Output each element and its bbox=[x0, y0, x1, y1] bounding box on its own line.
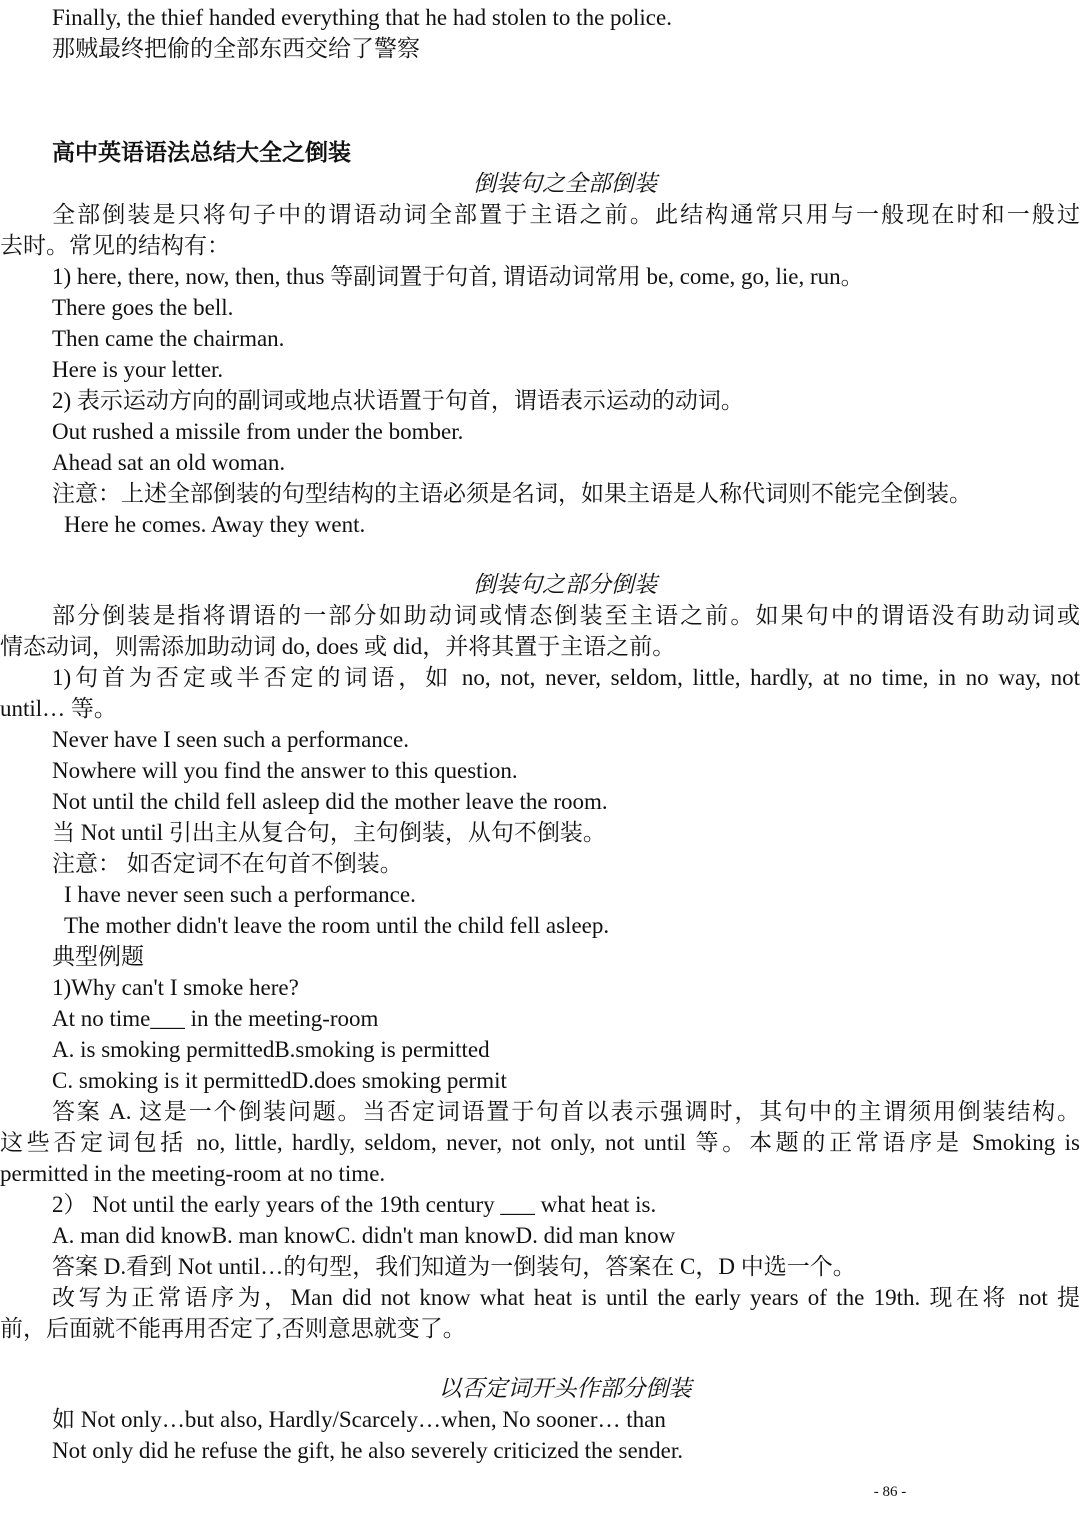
text-line: 1)句首为否定或半否定的词语，如 no, not, never, seldom, little, hardly, at no time, in no way, not bbox=[52, 665, 1080, 690]
text-line: Then came the chairman. bbox=[52, 326, 285, 351]
text-line: 倒装句之部分倒装 bbox=[473, 572, 657, 597]
text-line: 前，后面就不能再用否定了,否则意思就变了。 bbox=[0, 1316, 466, 1341]
text-line: 这些否定词包括 no, little, hardly, seldom, never, not only, not until 等。本题的正常语序是 Smoking is bbox=[0, 1130, 1080, 1155]
text-line: 那贼最终把偷的全部东西交给了警察 bbox=[52, 36, 420, 61]
text-line: permitted in the meeting-room at no time. bbox=[0, 1161, 386, 1186]
text-line: Here he comes. Away they went. bbox=[64, 512, 366, 537]
text-line: 倒装句之全部倒装 bbox=[473, 171, 657, 196]
text-line: Never have I seen such a performance. bbox=[52, 727, 409, 752]
text-line: 去时。常见的结构有： bbox=[0, 233, 230, 258]
text-line: 高中英语语法总结大全之倒装 bbox=[52, 140, 351, 165]
page-number: - 86 - bbox=[873, 1484, 907, 1500]
text-line: 注意： 如否定词不在句首不倒装。 bbox=[52, 851, 403, 876]
text-line: Not only did he refuse the gift, he also severely criticized the sender. bbox=[52, 1438, 684, 1463]
text-line: 如 Not only…but also, Hardly/Scarcely…when, No sooner… than bbox=[52, 1407, 666, 1432]
text-line: until… 等。 bbox=[0, 696, 117, 721]
text-line: 答案 D.看到 Not until…的句型，我们知道为一倒装句，答案在 C，D 中选一个。 bbox=[52, 1254, 856, 1279]
text-line: C. smoking is it permittedD.does smoking permit bbox=[52, 1068, 507, 1093]
text-line: 当 Not until 引出主从复合句，主句倒装，从句不倒装。 bbox=[52, 820, 606, 845]
text-line: Finally, the thief handed everything that he had stolen to the police. bbox=[52, 5, 672, 30]
text-line: 答案 A. 这是一个倒装问题。当否定词语置于句首以表示强调时，其句中的主谓须用倒装结构。 bbox=[52, 1099, 1080, 1124]
text-line: 部分倒装是指将谓语的一部分如助动词或情态倒装至主语之前。如果句中的谓语没有助动词或 bbox=[52, 603, 1080, 628]
text-line: At no time___ in the meeting-room bbox=[52, 1006, 379, 1031]
text-line: 情态动词，则需添加助动词 do, does 或 did，并将其置于主语之前。 bbox=[0, 634, 676, 659]
text-line: A. is smoking permittedB.smoking is permitted bbox=[52, 1037, 490, 1062]
text-line: A. man did knowB. man knowC. didn't man knowD. did man know bbox=[52, 1223, 676, 1248]
text-line: 1) here, there, now, then, thus 等副词置于句首, 谓语动词常用 be, come, go, lie, run。 bbox=[52, 264, 864, 289]
text-line: There goes the bell. bbox=[52, 295, 234, 320]
text-line: 2) 表示运动方向的副词或地点状语置于句首，谓语表示运动的动词。 bbox=[52, 388, 744, 413]
text-line: 注意：上述全部倒装的句型结构的主语必须是名词，如果主语是人称代词则不能完全倒装。 bbox=[52, 481, 972, 506]
text-line: Nowhere will you find the answer to this question. bbox=[52, 758, 518, 783]
text-line: Here is your letter. bbox=[52, 357, 224, 382]
text-line: 2） Not until the early years of the 19th century ___ what heat is. bbox=[52, 1192, 657, 1217]
text-line: I have never seen such a performance. bbox=[64, 882, 416, 907]
text-line: The mother didn't leave the room until the child fell asleep. bbox=[64, 913, 610, 938]
text-line: 典型例题 bbox=[52, 944, 144, 969]
text-line: Ahead sat an old woman. bbox=[52, 450, 286, 475]
text-line: 1)Why can't I smoke here? bbox=[52, 975, 299, 1000]
text-line: Out rushed a missile from under the bomber. bbox=[52, 419, 464, 444]
text-line: Not until the child fell asleep did the mother leave the room. bbox=[52, 789, 608, 814]
text-line: 全部倒装是只将句子中的谓语动词全部置于主语之前。此结构通常只用与一般现在时和一般过 bbox=[52, 202, 1080, 227]
text-line: 以否定词开头作部分倒装 bbox=[438, 1376, 692, 1401]
text-line: 改写为正常语序为，Man did not know what heat is until the early years of the 19th. 现在将 not 提 bbox=[52, 1285, 1080, 1310]
